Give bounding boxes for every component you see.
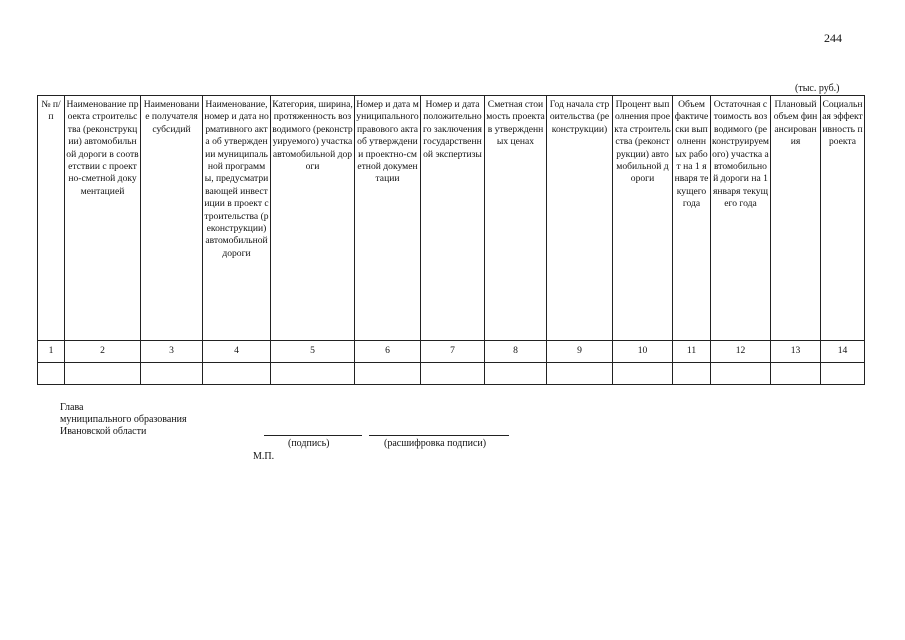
column-number: 9	[547, 341, 613, 363]
empty-data-row	[38, 363, 865, 385]
header-cell: Наименование проекта строительства (реконструкции) автомобильной дороги в соответствии с проектно-сметной документацией	[65, 96, 141, 341]
signature-label: (подпись)	[288, 438, 330, 449]
page-number: 244	[824, 31, 842, 45]
header-cell: Номер и дата положительного заключения государственной экспертизы	[421, 96, 485, 341]
column-number: 11	[673, 341, 711, 363]
data-cell	[65, 363, 141, 385]
column-number: 2	[65, 341, 141, 363]
column-number: 1	[38, 341, 65, 363]
header-cell: № п/п	[38, 96, 65, 341]
header-cell: Остаточная стоимость возводимого (реконструируемого) участка автомобильной дороги на 1 января текущего года	[711, 96, 771, 341]
header-cell: Номер и дата муниципального правового акта об утверждении проектно-сметной документации	[355, 96, 421, 341]
header-row	[38, 96, 865, 341]
data-cell	[271, 363, 355, 385]
header-cell: Процент выполнения проекта строительства (реконструкции) автомобильной дороги	[613, 96, 673, 341]
signature-decode-label: (расшифровка подписи)	[384, 438, 487, 449]
signature-decode-line	[369, 435, 509, 436]
data-cell	[613, 363, 673, 385]
data-cell	[821, 363, 865, 385]
data-cell	[203, 363, 271, 385]
header-cell: Объем фактически выполненных работ на 1 января текущего года	[673, 96, 711, 341]
column-number: 13	[771, 341, 821, 363]
data-cell	[421, 363, 485, 385]
column-number: 8	[485, 341, 547, 363]
header-cell: Наименование, номер и дата нормативного акта об утверждении муниципальной программы, предусматривающей инвестиции в проект строительства (реконструкции) автомобильной дороги	[203, 96, 271, 341]
column-number: 3	[141, 341, 203, 363]
header-cell: Плановый объем финансирования	[771, 96, 821, 341]
data-cell	[355, 363, 421, 385]
stamp-place: М.П.	[253, 451, 275, 462]
signatory-municipality: муниципального образования	[60, 414, 187, 425]
signatory-region: Ивановской области	[60, 426, 147, 437]
signatory-title: Глава	[60, 402, 84, 413]
column-number: 10	[613, 341, 673, 363]
column-number: 5	[271, 341, 355, 363]
column-number: 14	[821, 341, 865, 363]
header-cell: Социальная эффективность проекта	[821, 96, 865, 341]
column-number: 4	[203, 341, 271, 363]
data-cell	[711, 363, 771, 385]
header-cell: Сметная стоимость проекта в утвержденных ценах	[485, 96, 547, 341]
header-cell: Год начала строительства (реконструкции)	[547, 96, 613, 341]
column-number: 12	[711, 341, 771, 363]
column-number: 7	[421, 341, 485, 363]
data-cell	[485, 363, 547, 385]
data-cell	[38, 363, 65, 385]
subsidy-table	[37, 95, 865, 385]
column-number-row	[38, 341, 865, 363]
signature-line	[264, 435, 362, 436]
data-cell	[141, 363, 203, 385]
data-cell	[673, 363, 711, 385]
header-cell: Категория, ширина, протяженность возводимого (реконструируемого) участка автомобильной дороги	[271, 96, 355, 341]
header-cell: Наименование получателя субсидий	[141, 96, 203, 341]
column-number: 6	[355, 341, 421, 363]
data-cell	[771, 363, 821, 385]
unit-note: (тыс. руб.)	[795, 83, 840, 94]
data-cell	[547, 363, 613, 385]
